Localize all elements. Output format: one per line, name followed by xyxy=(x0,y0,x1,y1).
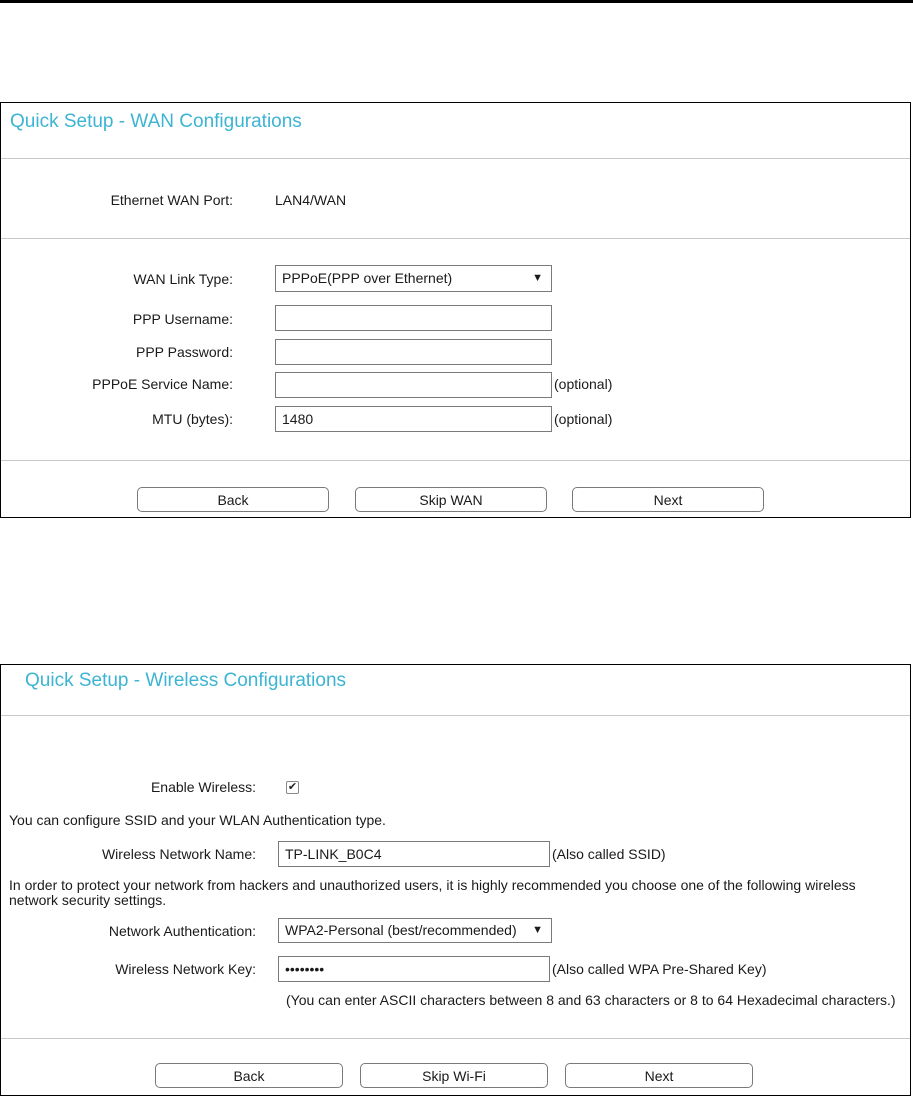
separator xyxy=(1,1038,910,1039)
ssid-hint: (Also called SSID) xyxy=(552,846,666,862)
separator xyxy=(1,460,910,461)
wireless-network-name-label: Wireless Network Name: xyxy=(101,846,256,862)
ppp-username-input[interactable] xyxy=(275,305,552,331)
ethernet-wan-port-label: Ethernet WAN Port: xyxy=(110,192,233,208)
mtu-label: MTU (bytes): xyxy=(152,411,233,427)
wan-back-button[interactable]: Back xyxy=(137,487,329,512)
wireless-network-key-input[interactable] xyxy=(278,956,550,982)
wireless-next-button[interactable]: Next xyxy=(565,1063,753,1088)
top-rule xyxy=(0,0,913,3)
wan-config-panel xyxy=(0,102,911,518)
service-name-optional-hint: (optional) xyxy=(554,376,613,392)
pppoe-service-name-label: PPPoE Service Name: xyxy=(92,376,233,392)
ethernet-wan-port-value: LAN4/WAN xyxy=(275,192,347,208)
wireless-panel-title: Quick Setup - Wireless Configurations xyxy=(25,670,347,691)
key-hint: (Also called WPA Pre-Shared Key) xyxy=(552,961,767,977)
dropdown-arrow-icon: ▼ xyxy=(532,924,543,936)
wireless-network-key-label: Wireless Network Key: xyxy=(115,961,256,977)
enable-wireless-checkbox[interactable] xyxy=(286,781,299,794)
wireless-network-name-input[interactable] xyxy=(278,841,550,867)
enable-wireless-label: Enable Wireless: xyxy=(150,779,256,795)
ppp-password-label: PPP Password: xyxy=(135,344,233,360)
wan-link-type-value: PPPoE(PPP over Ethernet) xyxy=(282,270,453,286)
mtu-input[interactable] xyxy=(275,406,552,432)
ssid-intro-text: You can configure SSID and your WLAN Authentication type. xyxy=(9,812,386,828)
wireless-back-button[interactable]: Back xyxy=(155,1063,343,1088)
network-authentication-value: WPA2-Personal (best/recommended) xyxy=(285,922,517,938)
wan-panel-title: Quick Setup - WAN Configurations xyxy=(10,111,302,132)
network-authentication-label: Network Authentication: xyxy=(108,923,256,939)
skip-wan-button[interactable]: Skip WAN xyxy=(355,487,547,512)
checkmark-icon: ✔ xyxy=(287,781,298,793)
wan-link-type-label: WAN Link Type: xyxy=(133,271,233,287)
ppp-password-input[interactable] xyxy=(275,339,552,365)
separator xyxy=(1,715,910,716)
separator xyxy=(1,238,910,239)
mtu-optional-hint: (optional) xyxy=(554,411,613,427)
pppoe-service-name-input[interactable] xyxy=(275,372,552,398)
ppp-username-label: PPP Username: xyxy=(132,311,233,327)
separator xyxy=(1,158,910,159)
dropdown-arrow-icon: ▼ xyxy=(532,272,543,284)
wireless-config-panel xyxy=(0,664,911,1096)
security-intro-text: In order to protect your network from hackers and unauthorized users, it is highly recommended you choose one of the following wireless network security settings. xyxy=(9,877,856,908)
wan-link-type-select[interactable] xyxy=(275,265,552,292)
wan-next-button[interactable]: Next xyxy=(572,487,764,512)
key-length-note: (You can enter ASCII characters between 8 and 63 characters or 8 to 64 Hexadecimal characters.) xyxy=(286,992,896,1008)
skip-wifi-button[interactable]: Skip Wi-Fi xyxy=(360,1063,548,1088)
network-authentication-select[interactable] xyxy=(278,918,552,943)
